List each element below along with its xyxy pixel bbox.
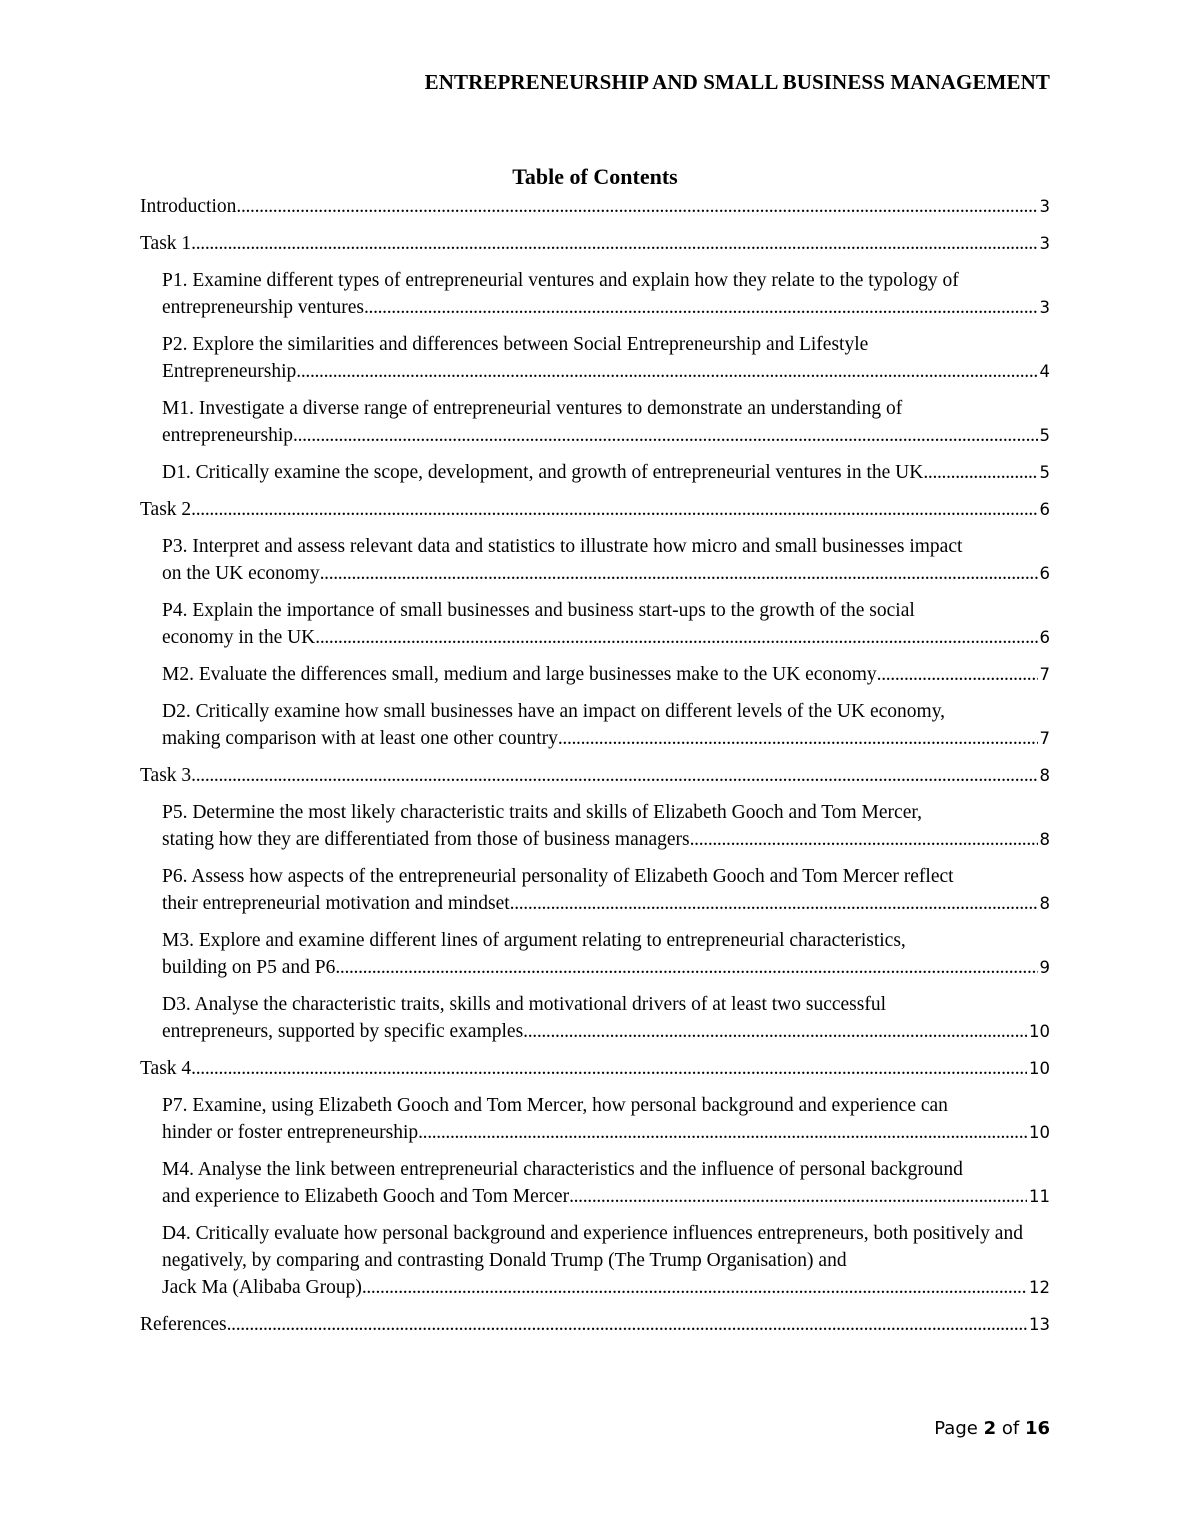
toc-page-number: 4 bbox=[1039, 362, 1050, 381]
page-footer bbox=[800, 1418, 1050, 1439]
toc-entry[interactable] bbox=[140, 459, 1050, 486]
toc-entry-label: entrepreneurship ventures bbox=[162, 297, 364, 318]
toc-entry[interactable] bbox=[140, 863, 1050, 917]
toc-entry-label: economy in the UK bbox=[162, 627, 316, 648]
toc-entry[interactable] bbox=[140, 1311, 1050, 1338]
toc-page-number: 3 bbox=[1039, 234, 1050, 253]
toc-page-number: 3 bbox=[1039, 197, 1050, 216]
toc-entry[interactable] bbox=[140, 1156, 1050, 1210]
page-of: of bbox=[1001, 1418, 1020, 1439]
toc-page-number: 5 bbox=[1039, 426, 1050, 445]
toc-leader-dots bbox=[877, 661, 1038, 688]
toc-leader-dots bbox=[510, 890, 1038, 917]
toc-entry-text: P1. Examine different types of entrepreneurial ventures and explain how they relate to the typology of bbox=[162, 270, 959, 291]
toc-page-number: 13 bbox=[1029, 1315, 1050, 1334]
toc-leader-dots bbox=[320, 560, 1038, 587]
toc-entry-label: D1. Critically examine the scope, development, and growth of entrepreneurial ventures in the UK bbox=[162, 462, 924, 483]
toc-page-number: 10 bbox=[1029, 1022, 1050, 1041]
toc-entry-label: their entrepreneurial motivation and mindset bbox=[162, 893, 510, 914]
toc-leader-dots bbox=[236, 193, 1037, 220]
toc-entry[interactable] bbox=[140, 597, 1050, 651]
page-label: Page bbox=[934, 1418, 978, 1439]
toc-leader-dots bbox=[191, 496, 1037, 523]
toc-page-number: 6 bbox=[1039, 628, 1050, 647]
toc-page-number: 7 bbox=[1039, 665, 1050, 684]
toc-entry-label: References bbox=[140, 1314, 227, 1335]
toc-entry-text: P3. Interpret and assess relevant data and statistics to illustrate how micro and small businesses impact bbox=[162, 536, 963, 557]
toc-entry-label: hinder or foster entrepreneurship bbox=[162, 1122, 419, 1143]
toc-entry-label: building on P5 and P6 bbox=[162, 957, 336, 978]
toc-entry[interactable] bbox=[140, 533, 1050, 587]
toc-page-number: 10 bbox=[1029, 1059, 1050, 1078]
toc-leader-dots bbox=[558, 725, 1038, 752]
toc-page-number: 3 bbox=[1039, 298, 1050, 317]
toc-entry[interactable] bbox=[140, 698, 1050, 752]
table-of-contents bbox=[140, 193, 1050, 1348]
toc-leader-dots bbox=[690, 826, 1038, 853]
toc-entry-label: on the UK economy bbox=[162, 563, 320, 584]
toc-page-number: 8 bbox=[1039, 830, 1050, 849]
toc-leader-dots bbox=[315, 624, 1037, 651]
toc-entry[interactable] bbox=[140, 1092, 1050, 1146]
toc-leader-dots bbox=[923, 459, 1037, 486]
toc-leader-dots bbox=[569, 1183, 1027, 1210]
toc-entry[interactable] bbox=[140, 991, 1050, 1045]
toc-page-number: 11 bbox=[1029, 1187, 1050, 1206]
toc-entry-label: M2. Evaluate the differences small, medium and large businesses make to the UK economy bbox=[162, 664, 877, 685]
toc-entry-text: D4. Critically evaluate how personal background and experience influences entrepreneurs, both positively and negatively, by comparing and contrasting Donald Trump (The Trump Organisation) and bbox=[162, 1223, 1023, 1271]
document-header: ENTREPRENEURSHIP AND SMALL BUSINESS MANAGEMENT bbox=[424, 70, 1050, 94]
toc-entry-label: making comparison with at least one other country bbox=[162, 728, 558, 749]
toc-entry-label: Task 1 bbox=[140, 233, 192, 254]
toc-entry-label: stating how they are differentiated from those of business managers bbox=[162, 829, 690, 850]
toc-entry[interactable] bbox=[140, 1055, 1050, 1082]
toc-page-number: 6 bbox=[1039, 500, 1050, 519]
toc-entry[interactable] bbox=[140, 230, 1050, 257]
toc-leader-dots bbox=[227, 1311, 1027, 1338]
toc-entry[interactable] bbox=[140, 927, 1050, 981]
toc-entry-label: Task 2 bbox=[140, 499, 192, 520]
toc-entry-label: Task 4 bbox=[140, 1058, 192, 1079]
page-total: 16 bbox=[1024, 1418, 1050, 1439]
toc-entry-label: Task 3 bbox=[140, 765, 192, 786]
toc-entry-text: M4. Analyse the link between entrepreneurial characteristics and the influence of personal background bbox=[162, 1159, 963, 1180]
toc-leader-dots bbox=[362, 1274, 1027, 1301]
toc-leader-dots bbox=[364, 294, 1038, 321]
toc-leader-dots bbox=[293, 422, 1037, 449]
toc-entry-label: Entrepreneurship bbox=[162, 361, 297, 382]
toc-page-number: 9 bbox=[1039, 958, 1050, 977]
toc-entry[interactable] bbox=[140, 496, 1050, 523]
toc-entry[interactable] bbox=[140, 331, 1050, 385]
toc-entry[interactable] bbox=[140, 762, 1050, 789]
toc-page-number: 7 bbox=[1039, 729, 1050, 748]
toc-entry-label: entrepreneurship bbox=[162, 425, 294, 446]
page-current: 2 bbox=[983, 1418, 997, 1439]
toc-entry-text: P7. Examine, using Elizabeth Gooch and Tom Mercer, how personal background and experience can bbox=[162, 1095, 948, 1116]
toc-leader-dots bbox=[296, 358, 1037, 385]
toc-leader-dots bbox=[191, 230, 1037, 257]
toc-page-number: 10 bbox=[1029, 1123, 1050, 1142]
toc-entry-label: and experience to Elizabeth Gooch and Tom Mercer bbox=[162, 1186, 570, 1207]
toc-entry-text: M1. Investigate a diverse range of entrepreneurial ventures to demonstrate an understanding of bbox=[162, 398, 903, 419]
toc-entry[interactable] bbox=[140, 395, 1050, 449]
toc-leader-dots bbox=[418, 1119, 1027, 1146]
toc-entry-text: D3. Analyse the characteristic traits, skills and motivational drivers of at least two successful bbox=[162, 994, 887, 1015]
toc-entry[interactable] bbox=[140, 799, 1050, 853]
toc-entry[interactable] bbox=[140, 267, 1050, 321]
toc-title: Table of Contents bbox=[512, 164, 678, 189]
toc-entry-label: Jack Ma (Alibaba Group) bbox=[162, 1277, 362, 1298]
toc-entry[interactable] bbox=[140, 661, 1050, 688]
toc-entry-text: P2. Explore the similarities and differences between Social Entrepreneurship and Lifestyle bbox=[162, 334, 869, 355]
toc-leader-dots bbox=[191, 1055, 1027, 1082]
toc-page-number: 8 bbox=[1039, 894, 1050, 913]
toc-entry-text: P4. Explain the importance of small businesses and business start-ups to the growth of the social bbox=[162, 600, 915, 621]
toc-entry-text: D2. Critically examine how small businesses have an impact on different levels of the UK economy, bbox=[162, 701, 946, 722]
toc-entry-text: M3. Explore and examine different lines of argument relating to entrepreneurial characteristics, bbox=[162, 930, 906, 951]
toc-page-number: 12 bbox=[1029, 1278, 1050, 1297]
toc-leader-dots bbox=[335, 954, 1037, 981]
toc-entry[interactable] bbox=[140, 193, 1050, 220]
toc-entry-text: P5. Determine the most likely characteristic traits and skills of Elizabeth Gooch and Tom Mercer, bbox=[162, 802, 922, 823]
toc-entry-text: P6. Assess how aspects of the entrepreneurial personality of Elizabeth Gooch and Tom Mercer reflect bbox=[162, 866, 954, 887]
toc-page-number: 5 bbox=[1039, 463, 1050, 482]
toc-leader-dots bbox=[191, 762, 1037, 789]
toc-entry-label: Introduction bbox=[140, 196, 237, 217]
toc-leader-dots bbox=[523, 1018, 1027, 1045]
toc-page-number: 6 bbox=[1039, 564, 1050, 583]
toc-page-number: 8 bbox=[1039, 766, 1050, 785]
toc-entry[interactable] bbox=[140, 1220, 1050, 1301]
toc-entry-label: entrepreneurs, supported by specific examples bbox=[162, 1021, 524, 1042]
